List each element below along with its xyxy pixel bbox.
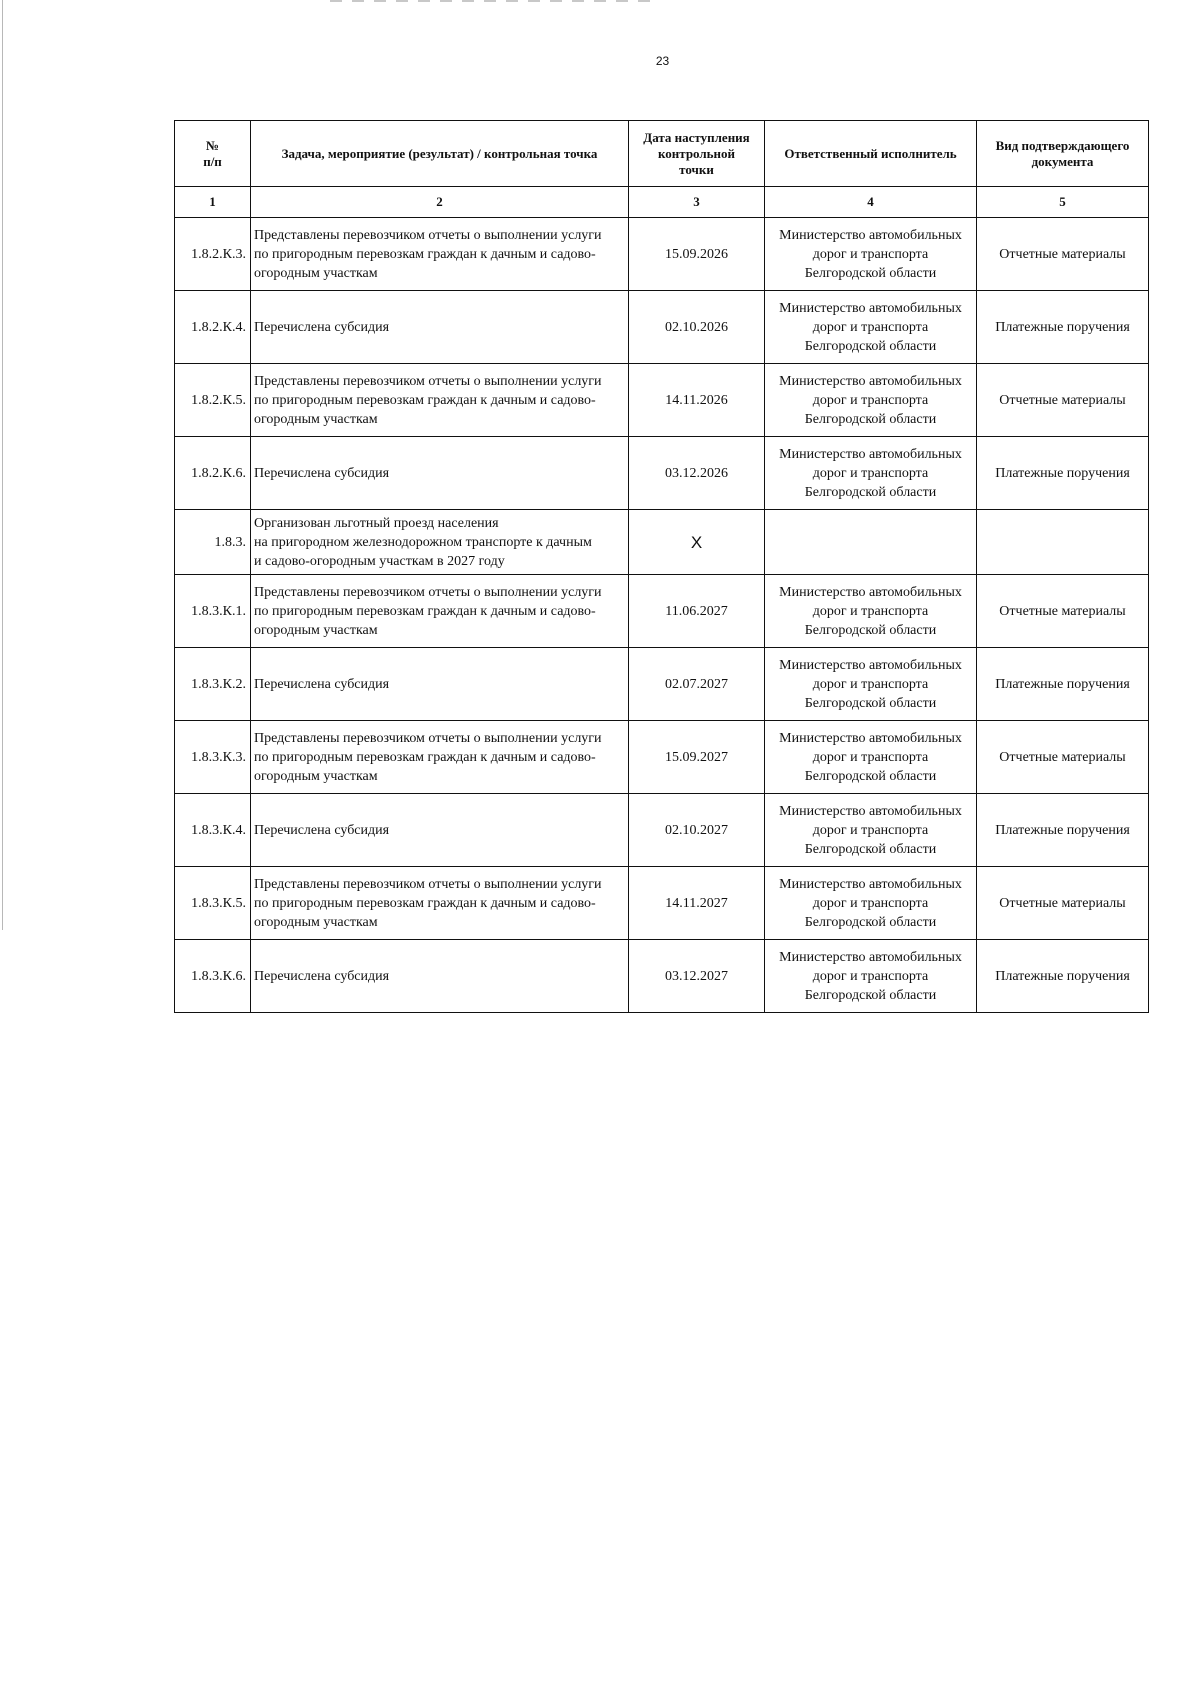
table-row	[175, 510, 1149, 575]
row-responsible: Министерство автомобильных дорог и транспорта Белгородской области	[765, 867, 977, 940]
column-numbering-row	[175, 187, 1149, 218]
row-responsible: Министерство автомобильных дорог и транспорта Белгородской области	[765, 437, 977, 510]
row-task: Организован льготный проезд населения на пригородном железнодорожном транспорте к дачным и садово-огородным участкам в 2027 году	[251, 510, 629, 575]
header-task: Задача, мероприятие (результат) / контрольная точка	[251, 121, 629, 187]
row-number: 1.8.3.К.6.	[175, 940, 251, 1013]
control-points-table	[174, 120, 1149, 1013]
table-header-row	[175, 121, 1149, 187]
row-responsible: Министерство автомобильных дорог и транспорта Белгородской области	[765, 575, 977, 648]
row-date: 02.10.2026	[629, 291, 765, 364]
row-responsible: Министерство автомобильных дорог и транспорта Белгородской области	[765, 648, 977, 721]
row-task: Представлены перевозчиком отчеты о выполнении услуги по пригородным перевозкам граждан к дачным и садово- огородным участкам	[251, 364, 629, 437]
row-responsible: Министерство автомобильных дорог и транспорта Белгородской области	[765, 721, 977, 794]
row-task: Представлены перевозчиком отчеты о выполнении услуги по пригородным перевозкам граждан к дачным и садово- огородным участкам	[251, 721, 629, 794]
row-responsible: Министерство автомобильных дорог и транспорта Белгородской области	[765, 794, 977, 867]
row-responsible: Министерство автомобильных дорог и транспорта Белгородской области	[765, 940, 977, 1013]
table-row	[175, 437, 1149, 510]
row-date: 02.07.2027	[629, 648, 765, 721]
row-task: Представлены перевозчиком отчеты о выполнении услуги по пригородным перевозкам граждан к дачным и садово- огородным участкам	[251, 867, 629, 940]
row-doc-type	[977, 510, 1149, 575]
column-number: 2	[251, 187, 629, 218]
row-number: 1.8.3.К.5.	[175, 867, 251, 940]
column-number: 4	[765, 187, 977, 218]
header-date: Дата наступления контрольной точки	[629, 121, 765, 187]
row-doc-type: Платежные поручения	[977, 437, 1149, 510]
row-number: 1.8.2.К.6.	[175, 437, 251, 510]
column-number: 5	[977, 187, 1149, 218]
table-row	[175, 575, 1149, 648]
row-doc-type: Платежные поручения	[977, 648, 1149, 721]
row-doc-type: Отчетные материалы	[977, 218, 1149, 291]
row-date: X	[629, 510, 765, 575]
row-responsible: Министерство автомобильных дорог и транспорта Белгородской области	[765, 364, 977, 437]
row-responsible: Министерство автомобильных дорог и транспорта Белгородской области	[765, 218, 977, 291]
row-doc-type: Отчетные материалы	[977, 867, 1149, 940]
table-row	[175, 218, 1149, 291]
row-number: 1.8.2.К.3.	[175, 218, 251, 291]
scan-edge-top-marks	[330, 0, 650, 2]
page-number: 23	[655, 54, 670, 68]
row-task: Перечислена субсидия	[251, 794, 629, 867]
row-date: 15.09.2026	[629, 218, 765, 291]
row-task: Перечислена субсидия	[251, 940, 629, 1013]
table-row	[175, 648, 1149, 721]
row-doc-type: Платежные поручения	[977, 794, 1149, 867]
row-number: 1.8.2.К.5.	[175, 364, 251, 437]
row-task: Представлены перевозчиком отчеты о выполнении услуги по пригородным перевозкам граждан к дачным и садово- огородным участкам	[251, 218, 629, 291]
table-row	[175, 940, 1149, 1013]
row-task: Перечислена субсидия	[251, 648, 629, 721]
row-date: 03.12.2027	[629, 940, 765, 1013]
row-number: 1.8.3.	[175, 510, 251, 575]
header-doc-type: Вид подтверждающего документа	[977, 121, 1149, 187]
row-doc-type: Платежные поручения	[977, 940, 1149, 1013]
table-row	[175, 794, 1149, 867]
row-doc-type: Отчетные материалы	[977, 364, 1149, 437]
scan-edge-line	[2, 0, 3, 930]
column-number: 3	[629, 187, 765, 218]
row-number: 1.8.3.К.3.	[175, 721, 251, 794]
row-doc-type: Платежные поручения	[977, 291, 1149, 364]
table-row	[175, 291, 1149, 364]
row-number: 1.8.2.К.4.	[175, 291, 251, 364]
row-date: 15.09.2027	[629, 721, 765, 794]
row-doc-type: Отчетные материалы	[977, 575, 1149, 648]
row-doc-type: Отчетные материалы	[977, 721, 1149, 794]
row-task: Перечислена субсидия	[251, 437, 629, 510]
row-task: Перечислена субсидия	[251, 291, 629, 364]
row-responsible: Министерство автомобильных дорог и транспорта Белгородской области	[765, 291, 977, 364]
row-responsible	[765, 510, 977, 575]
row-date: 02.10.2027	[629, 794, 765, 867]
row-date: 03.12.2026	[629, 437, 765, 510]
row-task: Представлены перевозчиком отчеты о выполнении услуги по пригородным перевозкам граждан к дачным и садово- огородным участкам	[251, 575, 629, 648]
row-number: 1.8.3.К.2.	[175, 648, 251, 721]
header-responsible: Ответственный исполнитель	[765, 121, 977, 187]
row-number: 1.8.3.К.1.	[175, 575, 251, 648]
row-number: 1.8.3.К.4.	[175, 794, 251, 867]
table-row	[175, 867, 1149, 940]
table-row	[175, 364, 1149, 437]
column-number: 1	[175, 187, 251, 218]
table-row	[175, 721, 1149, 794]
row-date: 14.11.2026	[629, 364, 765, 437]
header-num: № п/п	[175, 121, 251, 187]
row-date: 11.06.2027	[629, 575, 765, 648]
row-date: 14.11.2027	[629, 867, 765, 940]
